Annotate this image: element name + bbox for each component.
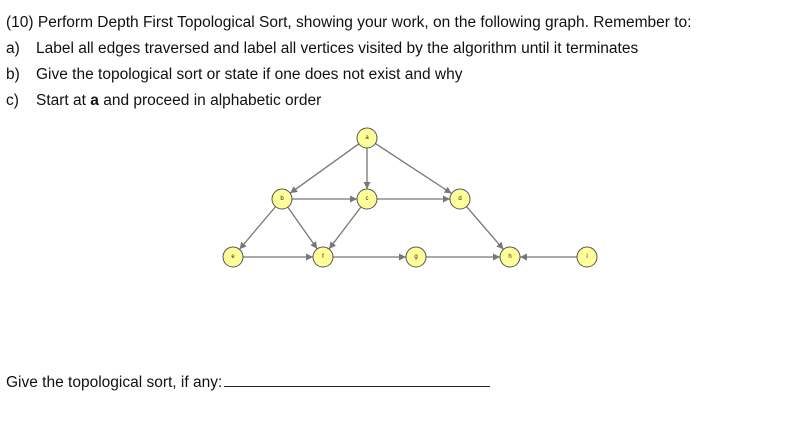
question-title: (10) Perform Depth First Topological Sort, showing your work, on the following graph. Remember to: (6, 14, 692, 31)
vertex-c (357, 189, 377, 209)
instruction-b-text: Give the topological sort or state if one does not exist and why (36, 66, 463, 83)
vertex-a-label: a (365, 135, 369, 141)
instruction-a-label: a) (6, 40, 20, 57)
answer-line (6, 370, 490, 392)
vertex-f-label: f (322, 254, 324, 260)
vertex-g (406, 247, 426, 267)
vertex-g-label: g (414, 254, 418, 260)
edge-b-e (239, 207, 275, 250)
instruction-c-text-1: Start at (36, 92, 91, 109)
vertex-e (223, 247, 243, 267)
vertex-d (450, 189, 470, 209)
answer-blank[interactable] (224, 370, 490, 387)
vertex-h-label: h (508, 254, 512, 260)
vertices-layer (223, 128, 597, 267)
vertex-d-label: d (458, 196, 462, 202)
vertex-h (500, 247, 520, 267)
vertex-i (577, 247, 597, 267)
instruction-a-text: Label all edges traversed and label all vertices visited by the algorithm until it terminates (36, 40, 639, 57)
edge-a-d (375, 143, 451, 193)
vertex-b (272, 189, 292, 209)
edge-c-f (329, 207, 361, 249)
answer-prompt: Give the topological sort, if any: (6, 374, 223, 391)
vertex-c-label: c (365, 196, 369, 202)
instruction-c-start-vertex: a (90, 92, 99, 109)
vertex-a (357, 128, 377, 148)
edge-a-b (290, 144, 359, 193)
edge-d-h (467, 207, 504, 250)
vertex-e-label: e (231, 254, 235, 260)
vertex-i-label: i (586, 254, 588, 260)
instruction-b-label: b) (6, 66, 20, 83)
vertex-f (313, 247, 333, 267)
edge-b-f (288, 207, 317, 249)
instruction-c-text-2: and proceed in alphabetic order (98, 92, 322, 109)
vertex-b-label: b (280, 196, 284, 202)
instruction-c-label: c) (6, 92, 19, 109)
